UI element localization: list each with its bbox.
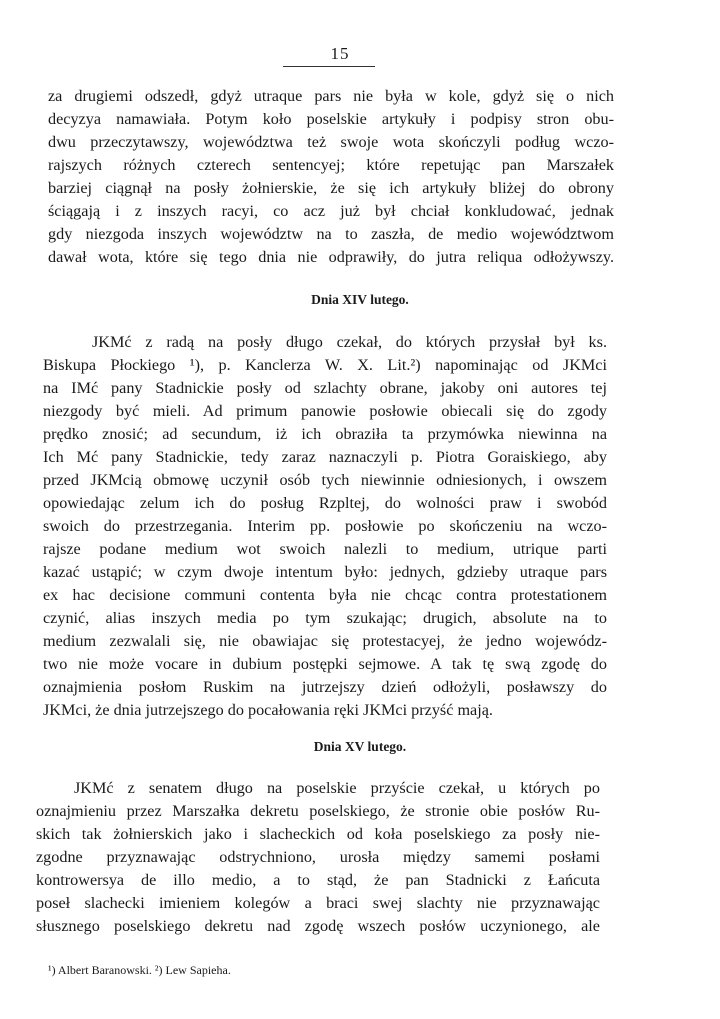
text-line: medium zezwalali się, nie obawiajac się protestacyej, że jedno wojewódz- [43, 632, 607, 650]
text-line: dwu przeczytawszy, województwa też swoje wota skończyli podług wczo- [48, 133, 614, 151]
text-line: ściągają i z inszych racyi, co acz już był chciał konkludować, jednak [48, 202, 614, 220]
page-number-rule [283, 66, 375, 67]
text-line: słusznego poselskiego dekretu nad zgodę wszech posłów uczynionego, ale [36, 917, 600, 935]
text-line: przed JKMcią obmowę uczynił osób tych niewinnie odniesionych, i owszem [43, 471, 607, 489]
text-line: zgodne przyznawając odstrychniono, urosła między samemi posłami [36, 848, 600, 866]
text-line: two nie może vocare in dubium postępki sejmowe. A tak tę swą zgodę do [43, 655, 607, 673]
text-line: decyzya namawiała. Potym koło poselskie artykuły i podpisy stron obu- [48, 110, 614, 128]
text-line: czynić, alias inszych media po tym szukając; drugich, absolute na to [43, 609, 607, 627]
text-line: JKMci, że dnia jutrzejszego do pocałowania ręki JKMci przyść mają. [43, 701, 493, 719]
text-line: oznajmieniu przez Marszałka dekretu poselskiego, że stronie obie posłów Ru- [36, 802, 600, 820]
text-line: dawał wota, które się tego dnia nie odprawiły, do jutra reliqua odłożywszy. [48, 248, 614, 266]
text-line: oznajmienia posłom Ruskim na jutrzejszy dzień odłożyli, posławszy do [43, 678, 607, 696]
text-line: kazać ustąpić; w czym dwoje intentum było: jednych, gdzieby utraque pars [43, 563, 607, 581]
text-line: rajszych różnych czterech sentencyej; które repetując pan Marszałek [48, 156, 614, 174]
text-line: prędko znosić; ad secundum, iż ich obraziła ta przymówka niewinna na [43, 425, 607, 443]
text-line: za drugiemi odszedł, gdyż utraque pars nie była w kole, gdyż się o nich [48, 87, 614, 105]
text-line: barziej ciągnął na posły żołnierskie, że się ich artykuły bliżej do obrony [48, 179, 614, 197]
footnotes: ¹) Albert Baranowski. ²) Lew Sapieha. [48, 963, 231, 977]
text-line: Ich Mć pany Stadnickie, tedy zaraz naznaczyli p. Piotra Goraiskiego, aby [43, 448, 607, 466]
text-line: ex hac decisione communi contenta była nie chcąc contra protestationem [43, 586, 607, 604]
text-line: JKMć z senatem długo na poselskie przyście czekał, u których po [74, 779, 600, 797]
text-line: kontrowersya de illo medio, a to stąd, że pan Stadnicki z Łańcuta [36, 871, 600, 889]
text-line: rajsze podane medium wot swoich nalezli to medium, utrique parti [43, 540, 607, 558]
page-number: 15 [330, 44, 350, 63]
text-line: na IMć pany Stadnickie posły od szlachty obrane, jakoby oni autores tej [43, 379, 607, 397]
text-line: skich tak żołnierskich jako i slacheckich od koła poselskiego za posły nie- [36, 825, 600, 843]
text-line: swoich do przestrzegania. Interim pp. posłowie po skończeniu na wczo- [43, 517, 607, 535]
text-line: poseł slachecki imieniem kolegów a braci swej slachty nie przyznawając [36, 894, 600, 912]
text-line: Biskupa Płockiego ¹), p. Kanclerza W. X. Lit.²) napominając od JKMci [43, 356, 607, 374]
text-line: niezgody być mieli. Ad primum panowie posłowie obiecali się do zgody [43, 402, 607, 420]
section-heading: Dnia XIV lutego. [311, 292, 409, 307]
section-heading: Dnia XV lutego. [313, 739, 407, 754]
text-line: JKMć z radą na posły długo czekał, do których przysłał był ks. [92, 333, 607, 351]
text-line: gdy niezgoda inszych województw na to zaszła, de medio województwom [48, 225, 614, 243]
text-line: opowiedając zelum ich do posług Rzpltej, do wolności praw i swobód [43, 494, 607, 512]
